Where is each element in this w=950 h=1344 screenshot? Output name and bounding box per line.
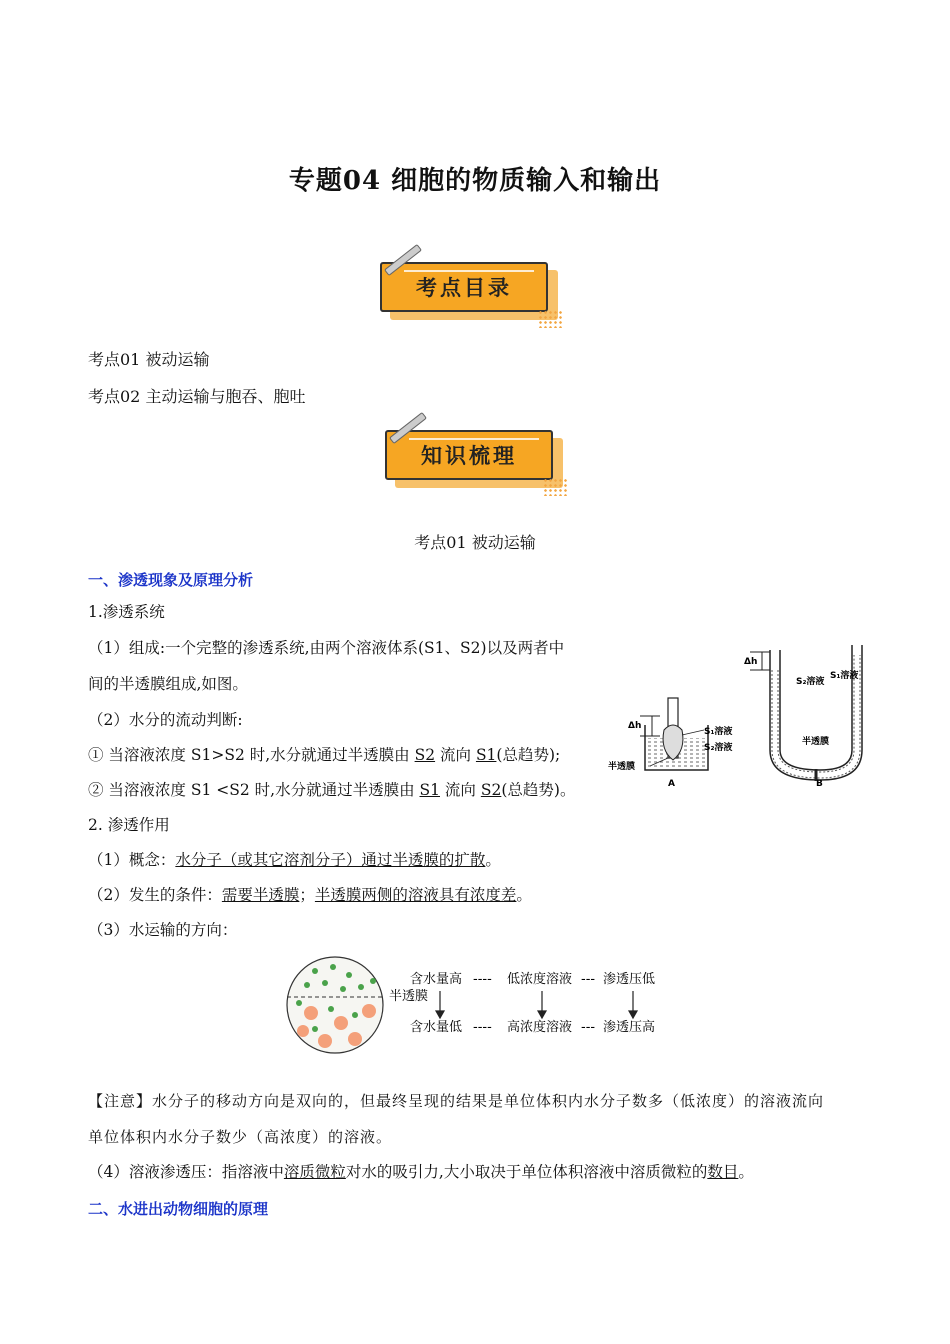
fig-a-s2: S₂溶液 — [704, 743, 733, 753]
water-transport-diagram — [285, 955, 670, 1060]
subheading-osmosis-action: 2. 渗透作用 — [88, 816, 170, 834]
paragraph-concept: （1）概念：水分子（或其它溶剂分子）通过半透膜的扩散。 — [88, 851, 501, 869]
fig-b-membrane: 半透膜 — [802, 737, 830, 747]
flow-top-1: 含水量高 — [410, 972, 463, 987]
fig-a-s1: S₁溶液 — [704, 727, 733, 737]
note-line-1: 【注意】水分子的移动方向是双向的，但最终呈现的结果是单位体积内水分子数多（低浓度）的溶液流向 — [88, 1092, 825, 1110]
osmosis-diagram — [600, 640, 880, 790]
page-title: 专题04 细胞的物质输入和输出 — [288, 166, 662, 196]
paragraph-case-1: ① 当溶液浓度 S1>S2 时,水分就通过半透膜由 S2 流向 S1(总趋势); — [88, 746, 561, 764]
figure-b — [744, 645, 862, 789]
heading-animal-cells: 二、水进出动物细胞的原理 — [88, 1200, 269, 1218]
paragraph-composition-a: （1）组成:一个完整的渗透系统,由两个溶液体系(S1、S2)以及两者中 — [88, 639, 565, 657]
svg-text:---: --- — [581, 1020, 596, 1035]
fig-b-s2: S₂溶液 — [796, 677, 825, 687]
paragraph-osmotic-pressure: （4）溶液渗透压：指溶液中溶质微粒对水的吸引力,大小取决于单位体积溶液中溶质微粒的数目。 — [88, 1163, 754, 1181]
svg-text:----: ---- — [473, 1020, 492, 1035]
flow-bottom-2: 高浓度溶液 — [507, 1020, 573, 1035]
flow-bottom-3: 渗透压高 — [603, 1020, 656, 1035]
fig-b-s1: S₁溶液 — [830, 671, 859, 681]
fig-a-delta-h: Δh — [628, 721, 642, 731]
subheading-osmotic-system: 1.渗透系统 — [88, 603, 165, 621]
flow-top-2: 低浓度溶液 — [507, 972, 573, 987]
knowledge-banner — [385, 430, 563, 488]
fig-a-label: A — [668, 779, 675, 789]
paragraph-conditions: （2）发生的条件：需要半透膜；半透膜两侧的溶液具有浓度差。 — [88, 886, 532, 904]
fig-a-membrane: 半透膜 — [608, 762, 636, 772]
paragraph-composition-b: 间的半透膜组成,如图。 — [88, 675, 248, 693]
paragraph-direction: （3）水运输的方向： — [88, 921, 238, 939]
toc-banner — [380, 262, 558, 320]
svg-text:----: ---- — [473, 972, 492, 987]
flow-membrane: 半透膜 — [389, 989, 429, 1004]
svg-text:---: --- — [581, 972, 596, 987]
note-line-2: 单位体积内水分子数少（高浓度）的溶液。 — [88, 1128, 393, 1146]
toc-item-02[interactable]: 考点02 主动运输与胞吞、胞吐 — [88, 387, 306, 406]
flow-bottom-1: 含水量低 — [410, 1020, 463, 1035]
flow-top-3: 渗透压低 — [603, 972, 656, 987]
paragraph-case-2: ② 当溶液浓度 S1 <S2 时,水分就通过半透膜由 S1 流向 S2(总趋势)。 — [88, 781, 576, 799]
toc-banner-label: 考点目录 — [416, 276, 512, 300]
paragraph-water-flow: （2）水分的流动判断: — [88, 711, 243, 729]
section-heading: 考点01 被动运输 — [414, 533, 536, 552]
toc-item-01[interactable]: 考点01 被动运输 — [88, 350, 210, 369]
knowledge-banner-label: 知识梳理 — [421, 444, 517, 468]
heading-osmosis: 一、渗透现象及原理分析 — [88, 571, 254, 589]
fig-b-delta-h: Δh — [744, 657, 758, 667]
fig-b-label: B — [816, 779, 823, 789]
figure-a — [608, 698, 732, 789]
